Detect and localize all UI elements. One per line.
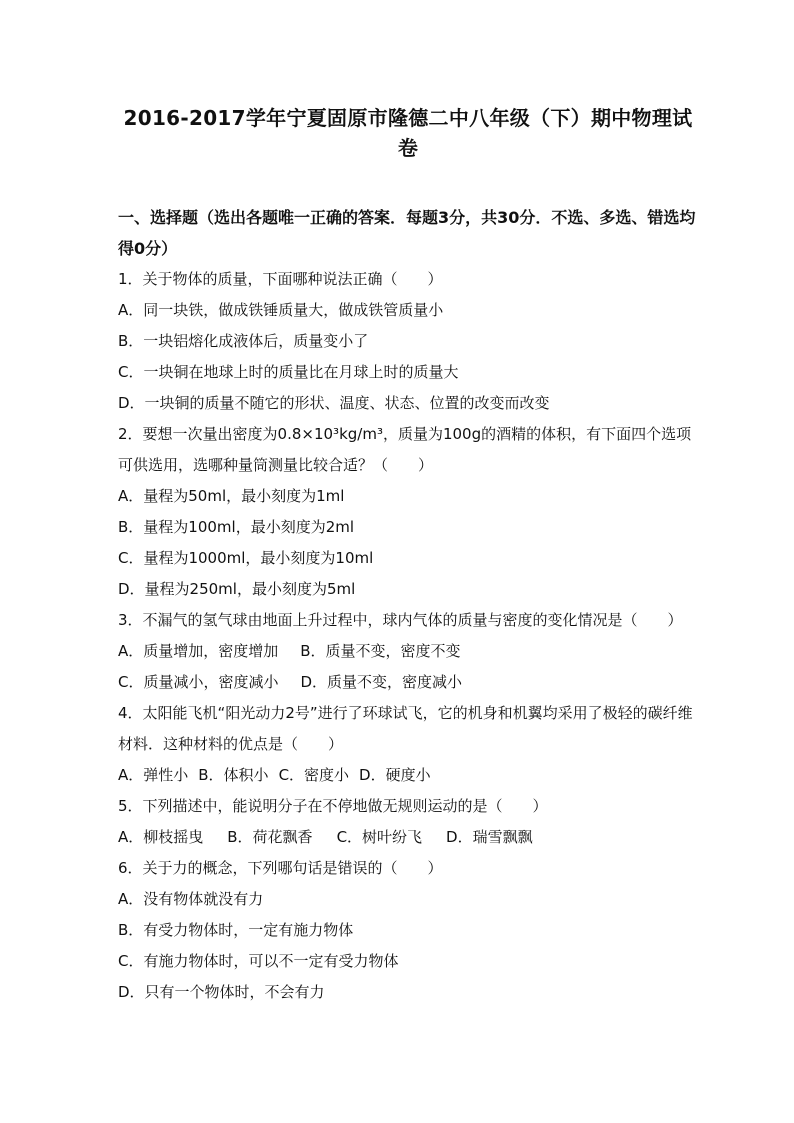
question-stem: 2．要想一次量出密度为0.8×10³kg/m³，质量为100g的酒精的体积，有下面四个选项可供选用，选哪种量筒测量比较合适？（ ） (118, 425, 692, 474)
option-row (118, 760, 726, 791)
page-title: 2016-2017学年宁夏固原市隆德二中八年级（下）期中物理试卷 (123, 106, 693, 160)
option-b: B．一块铝熔化成液体后，质量变小了 (118, 332, 369, 350)
option-a: A．弹性小 (118, 766, 189, 784)
option-c: C．有施力物体时，可以不一定有受力物体 (118, 952, 399, 970)
option-b: B．量程为100ml，最小刻度为2ml (118, 518, 355, 536)
option-d: D．质量不变，密度减小 (300, 673, 463, 691)
question-stem: 5．下列描述中，能说明分子在不停地做无规则运动的是（ ） (118, 797, 548, 815)
option-c: C．一块铜在地球上时的质量比在月球上时的质量大 (118, 363, 459, 381)
option-d: D．硬度小 (359, 766, 431, 784)
question-stem: 3．不漏气的氢气球由地面上升过程中，球内气体的质量与密度的变化情况是（ ） (118, 611, 683, 629)
option-row (118, 822, 726, 853)
option-d: D．量程为250ml，最小刻度为5ml (118, 580, 356, 598)
question-2 (120, 419, 726, 605)
option-a: A．量程为50ml，最小刻度为1ml (118, 487, 345, 505)
option-a: A．柳枝摇曳 (118, 828, 204, 846)
option-b: B．体积小 (198, 766, 269, 784)
question-stem: 4．太阳能飞机“阳光动力2号”进行了环球试飞，它的机身和机翼均采用了极轻的碳纤维材料．这种材料的优点是（ ） (118, 704, 693, 753)
option-b: B．质量不变，密度不变 (300, 642, 461, 660)
option-d: D．只有一个物体时，不会有力 (118, 983, 325, 1001)
option-c: C．密度小 (278, 766, 350, 784)
question-4 (120, 698, 726, 791)
question-stem: 6．关于力的概念，下列哪句话是错误的（ ） (118, 859, 443, 877)
section-heading: 一、选择题（选出各题唯一正确的答案．每题3分，共30分．不选、多选、错选均得0分） (118, 208, 696, 258)
question-list (120, 264, 726, 1008)
question-stem: 1．关于物体的质量，下面哪种说法正确（ ） (118, 270, 443, 288)
option-a: A．质量增加，密度增加 (118, 642, 279, 660)
option-c: C．树叶纷飞 (336, 828, 423, 846)
option-a: A．同一块铁，做成铁锤质量大，做成铁管质量小 (118, 301, 444, 319)
option-b: B．有受力物体时，一定有施力物体 (118, 921, 354, 939)
option-c: C．质量减小，密度减小 (118, 673, 279, 691)
option-row (118, 667, 726, 698)
question-3 (120, 605, 726, 698)
option-a: A．没有物体就没有力 (118, 890, 264, 908)
question-1 (120, 264, 726, 419)
option-c: C．量程为1000ml，最小刻度为10ml (118, 549, 374, 567)
option-d: D．一块铜的质量不随它的形状、温度、状态、位置的改变而改变 (118, 394, 550, 412)
option-b: B．荷花飘香 (227, 828, 313, 846)
question-5 (120, 791, 726, 853)
option-d: D．瑞雪飘飘 (446, 828, 533, 846)
question-6 (120, 853, 726, 1008)
option-row (118, 636, 726, 667)
